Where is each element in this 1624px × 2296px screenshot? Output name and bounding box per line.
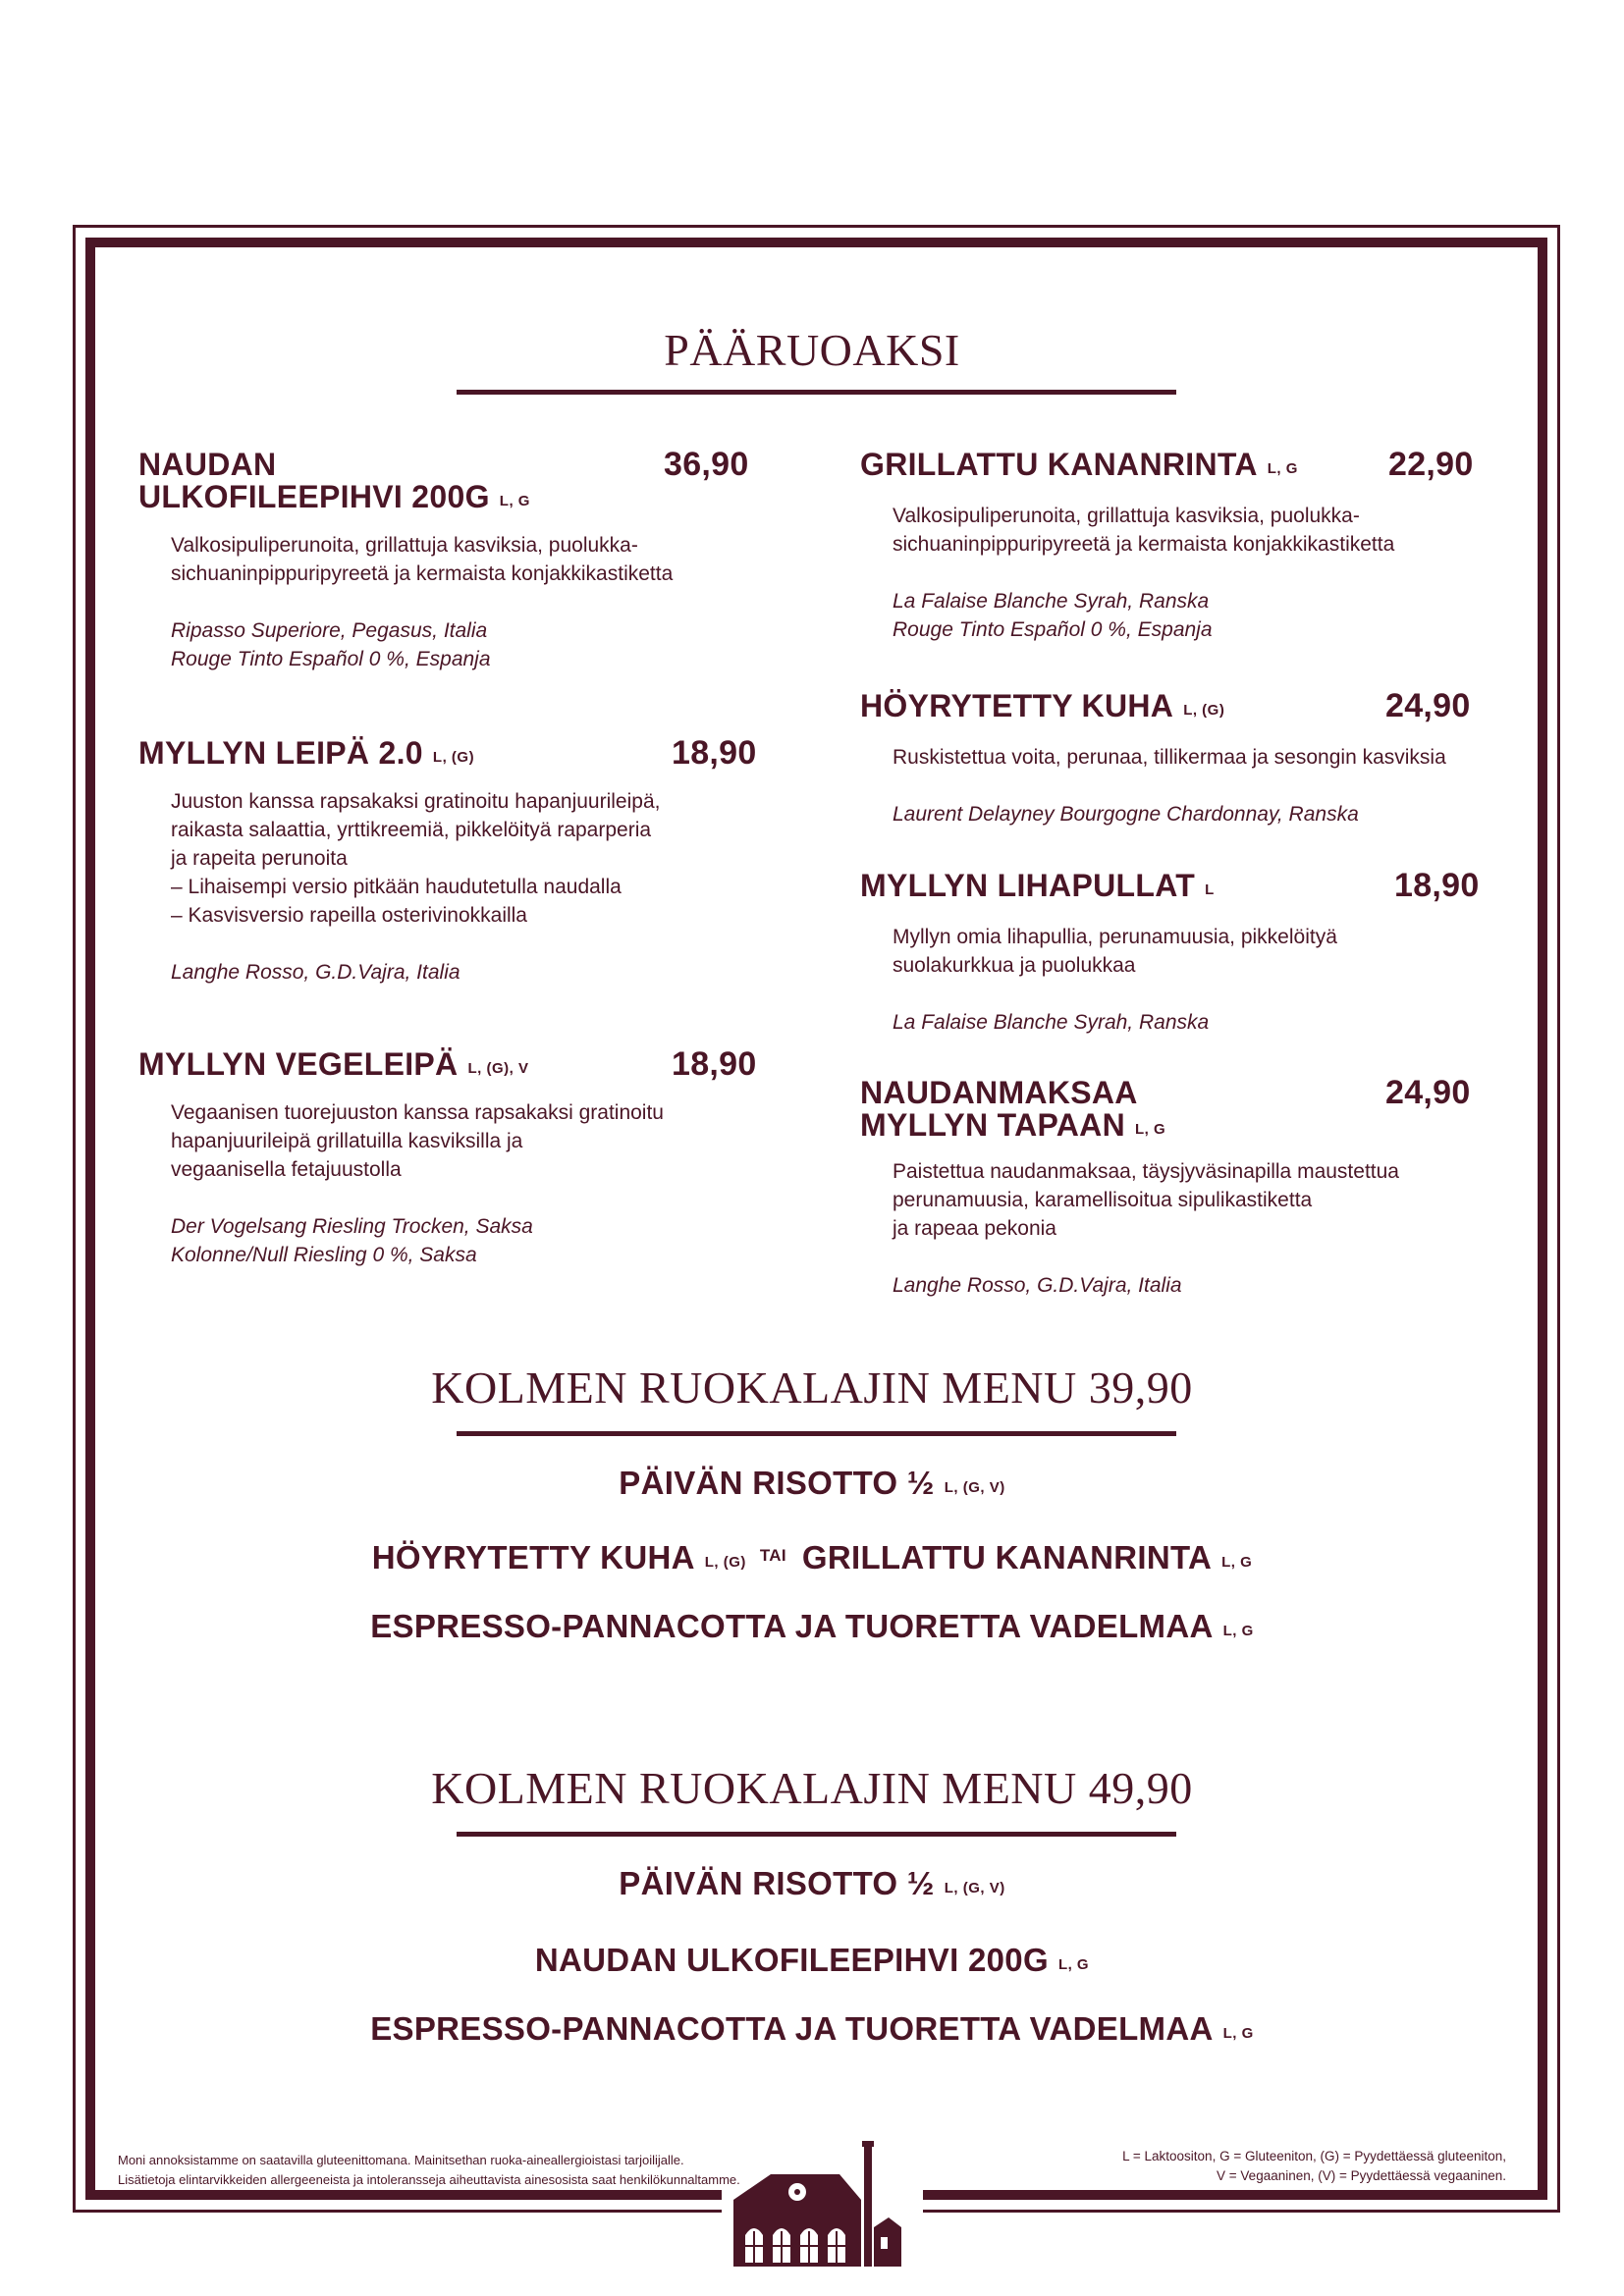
course-name: ESPRESSO-PANNACOTTA JA TUORETTA VADELMAA [370, 2010, 1214, 2047]
dish-name-line-1: NAUDANMAKSAA [860, 1075, 1138, 1110]
menu-49-course-2 [0, 1942, 1624, 1979]
dish-price: 18,90 [672, 1045, 757, 1083]
dish-diet-tags: L [1205, 881, 1215, 898]
dish-diet-tags: L, (G) [1183, 702, 1225, 719]
dish-price: 24,90 [1385, 1074, 1471, 1111]
dish-diet-tags: L, G [499, 493, 530, 509]
dish-diet-tags: L, (G), V [467, 1060, 529, 1077]
menu-39-course-2 [0, 1539, 1624, 1576]
section-rule-main [457, 390, 1176, 395]
dish-price: 18,90 [1394, 867, 1480, 904]
dish-beef-liver [860, 1074, 1547, 1300]
course-or-label: TAI [759, 1546, 786, 1565]
dish-beef-tenderloin [138, 446, 777, 673]
dish-name: GRILLATTU KANANRINTA [860, 447, 1258, 482]
dish-mill-bread [138, 734, 777, 987]
menu-39-course-1 [0, 1465, 1624, 1502]
diet-legend: L = Laktoositon, G = Gluteeniton, (G) = Pyydettäessä gluteeniton, V = Vegaaninen, (V) = Pyydettäessä vegaaninen. [1122, 2149, 1506, 2183]
dish-diet-tags: L, G [1134, 1121, 1166, 1138]
menu-39-course-3 [0, 1608, 1624, 1645]
section-title-menu-39: KOLMEN RUOKALAJIN MENU 39,90 [431, 1362, 1193, 1413]
dish-price: 18,90 [672, 734, 757, 772]
dish-steamed-pikeperch [860, 687, 1547, 828]
course-diet-tags: L, G [1057, 1956, 1090, 1973]
dish-name: HÖYRYTETTY KUHA [860, 688, 1174, 723]
dish-description: Paistettua naudanmaksaa, täysjyväsinapilla maustettua perunamuusia, karamellisoitua sipulikastiketta ja rapeaa pekonia [893, 1160, 1399, 1240]
dish-description: Valkosipuliperunoita, grillattuja kasviksia, puolukka- sichuaninpippuripyreetä ja kermaista konjakkikastiketta [171, 534, 674, 585]
dish-grilled-chicken [860, 446, 1528, 644]
course-name: PÄIVÄN RISOTTO ½ [619, 1465, 935, 1501]
course-name: NAUDAN ULKOFILEEPIHVI 200G [534, 1942, 1049, 1978]
allergy-note: Moni annoksistamme on saatavilla gluteenittomana. Mainitsethan ruoka-aineallergioistasi tarjoilijalle. Lisätietoja elintarvikkeiden allergeeneista ja intoleransseja aiheuttavista ainesosista saat henkilökunnaltamme. [118, 2153, 740, 2187]
course-diet-tags: L, G [1222, 1623, 1254, 1639]
dish-wine-pairing: Der Vogelsang Riesling Trocken, Saksa Kolonne/Null Riesling 0 %, Saksa [171, 1215, 533, 1266]
dish-wine-pairing: Langhe Rosso, G.D.Vajra, Italia [171, 961, 460, 984]
course-diet-tags: L, (G, V) [944, 1880, 1005, 1896]
dish-description: Juuston kanssa rapsakaksi gratinoitu hapanjuurileipä, raikasta salaattia, yrttikreemiä, pikkelöityä raparperia ja rapeita perunoita – Lihaisempi versio pitkään haudutetulla naudalla – Kasvisversio rapeilla osterivinokkailla [171, 790, 661, 927]
dish-vegan-bread [138, 1045, 777, 1269]
course-name-option-a: HÖYRYTETTY KUHA [371, 1539, 695, 1575]
dish-wine-pairing: Ripasso Superiore, Pegasus, Italia Rouge Tinto Español 0 %, Espanja [171, 619, 491, 670]
course-diet-tags: L, (G) [704, 1554, 746, 1571]
dish-name-line-2: ULKOFILEEPIHVI 200G [138, 479, 490, 514]
dish-meatballs [860, 867, 1528, 1037]
dish-name: MYLLYN LEIPÄ 2.0 [138, 735, 423, 771]
menu-49-course-3 [0, 2010, 1624, 2048]
dish-diet-tags: L, (G) [432, 749, 475, 766]
dish-price: 22,90 [1388, 446, 1474, 483]
dish-description: Vegaanisen tuorejuuston kanssa rapsakaksi gratinoitu hapanjuurileipä grillatuilla kasviksilla ja vegaanisella fetajuustolla [171, 1101, 664, 1181]
dish-diet-tags: L, G [1267, 460, 1298, 477]
course-diet-tags: L, G [1221, 1554, 1253, 1571]
section-title-main-courses: PÄÄRUOAKSI [664, 325, 960, 375]
dish-wine-pairing: La Falaise Blanche Syrah, Ranska [893, 1011, 1210, 1034]
menu-49-course-1 [0, 1865, 1624, 1902]
section-title-menu-49: KOLMEN RUOKALAJIN MENU 49,90 [431, 1763, 1193, 1813]
course-diet-tags: L, (G, V) [944, 1479, 1005, 1496]
dish-wine-pairing: Laurent Delayney Bourgogne Chardonnay, Ranska [893, 803, 1359, 826]
course-name: ESPRESSO-PANNACOTTA JA TUORETTA VADELMAA [370, 1608, 1214, 1644]
dish-wine-pairing: La Falaise Blanche Syrah, Ranska Rouge Tinto Español 0 %, Espanja [893, 590, 1213, 641]
dish-name: MYLLYN LIHAPULLAT [860, 868, 1196, 903]
dish-wine-pairing: Langhe Rosso, G.D.Vajra, Italia [893, 1274, 1182, 1297]
course-name-option-b: GRILLATTU KANANRINTA [801, 1539, 1213, 1575]
dish-description: Ruskistettua voita, perunaa, tillikermaa ja sesongin kasviksia [893, 746, 1446, 769]
section-rule-menu-49 [457, 1832, 1176, 1837]
dish-price: 24,90 [1385, 687, 1471, 724]
dish-description: Myllyn omia lihapullia, perunamuusia, pikkelöityä suolakurkkua ja puolukkaa [893, 926, 1337, 977]
dish-name: MYLLYN VEGELEIPÄ [138, 1046, 459, 1082]
dish-name-line-2: MYLLYN TAPAAN [860, 1107, 1125, 1143]
dish-price: 36,90 [664, 446, 749, 483]
course-name: PÄIVÄN RISOTTO ½ [619, 1865, 935, 1901]
dish-name-line-1: NAUDAN [138, 447, 277, 482]
dish-description: Valkosipuliperunoita, grillattuja kasviksia, puolukka- sichuaninpippuripyreetä ja kermaista konjakkikastiketta [893, 505, 1395, 556]
course-diet-tags: L, G [1222, 2025, 1254, 2042]
mill-building-icon [731, 2141, 903, 2267]
section-rule-menu-39 [457, 1431, 1176, 1436]
